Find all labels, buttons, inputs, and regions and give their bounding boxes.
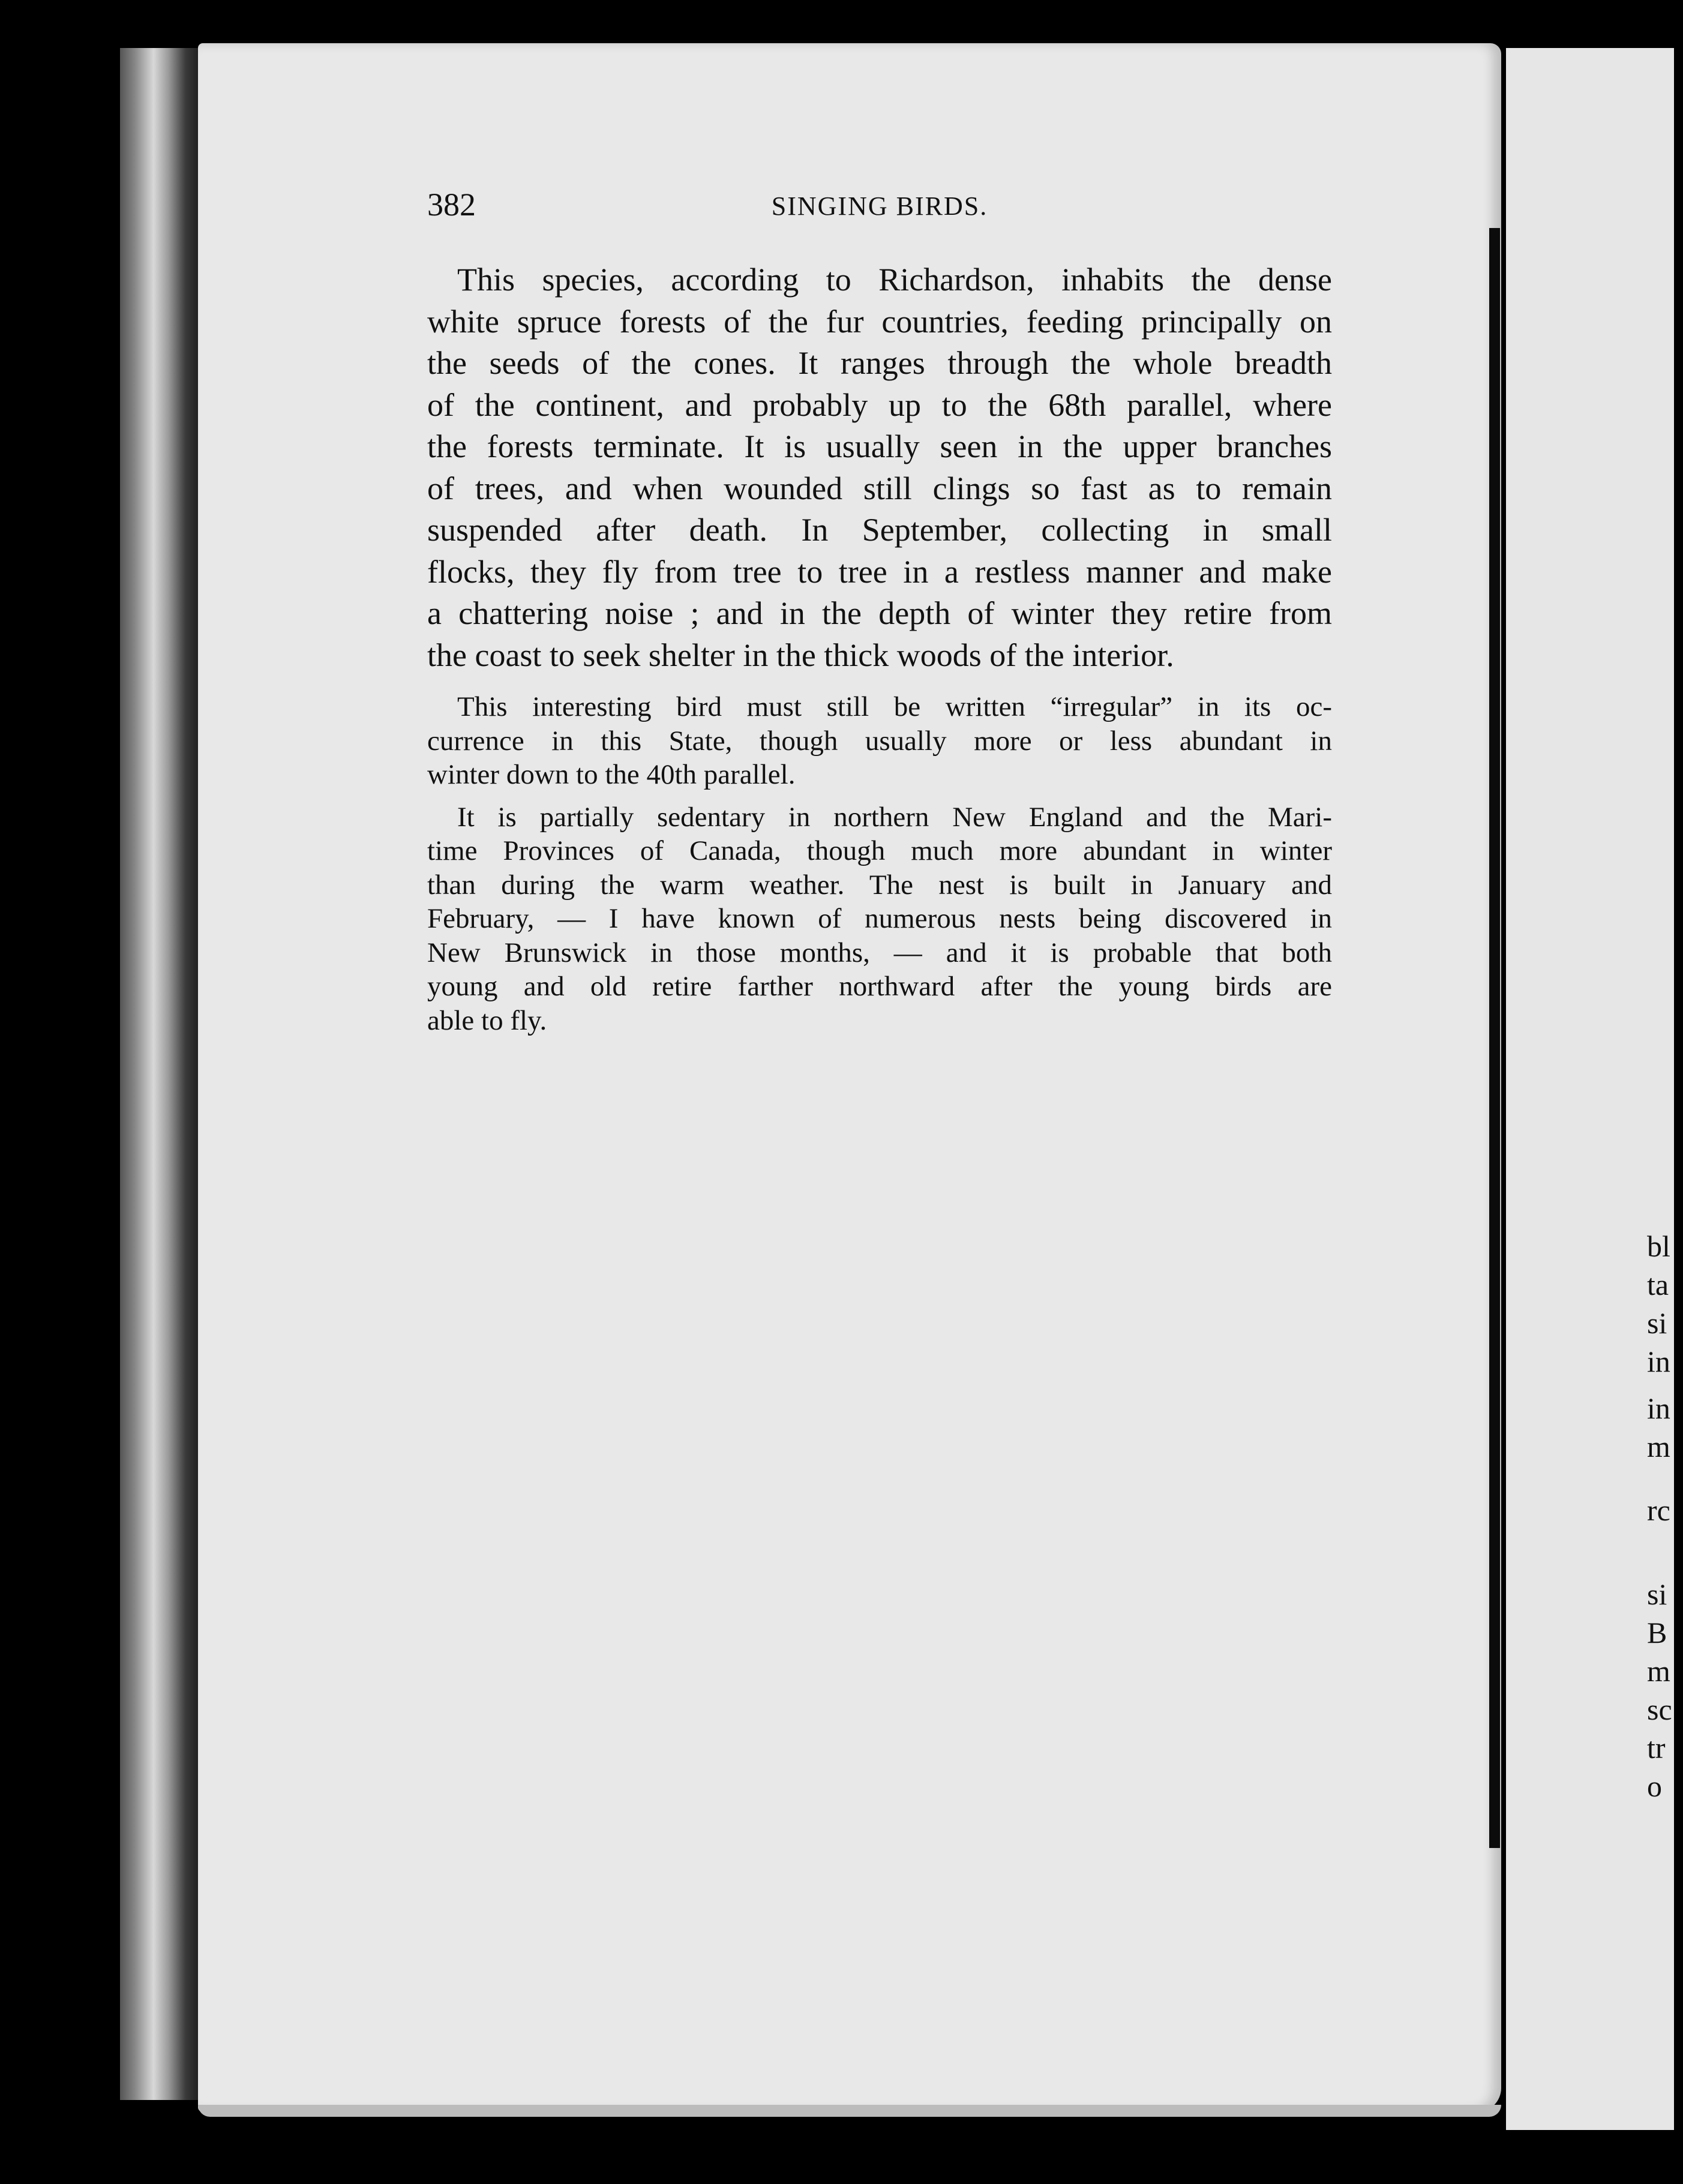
text-line: the forests terminate. It is usually seen in the upper branches [427, 428, 1332, 464]
text-line: This species, according to Richardson, inhabits the dense [457, 262, 1332, 298]
page-number: 382 [427, 187, 476, 223]
fragment-line: sc [1647, 1693, 1672, 1726]
text-line: New Brunswick in those months, — and it is probable that both [427, 937, 1332, 968]
text-line: young and old retire farther northward after the young birds are [427, 971, 1332, 1002]
fragment-line: rc [1647, 1493, 1670, 1527]
text-line: suspended after death. In September, collecting in small [427, 512, 1332, 548]
fragment-line: tr [1647, 1731, 1666, 1765]
fragment-line: si [1647, 1577, 1667, 1611]
fragment-line: bl [1647, 1229, 1670, 1263]
fragment-line: B [1647, 1616, 1667, 1649]
page-gutter-shadow [1489, 228, 1500, 1848]
running-head: SINGING BIRDS. [771, 191, 988, 221]
text-line: February, — I have known of numerous nests being discovered in [427, 903, 1332, 934]
text-line: It is partially sedentary in northern New England and the Mari- [457, 801, 1332, 833]
book-spine [120, 48, 204, 2100]
facing-page-fragment [1647, 1227, 1683, 1381]
text-line: a chattering noise ; and in the depth of winter they retire from [427, 595, 1332, 631]
text-line: time Provinces of Canada, though much more abundant in winter [427, 835, 1332, 866]
text-line: of the continent, and probably up to the 68th parallel, where [427, 386, 1332, 423]
text-line: flocks, they fly from tree to tree in a restless manner and make [427, 553, 1332, 590]
fragment-line: ta [1647, 1268, 1669, 1301]
facing-page [1506, 48, 1674, 2130]
text-line: the coast to seek shelter in the thick woods of the interior. [427, 637, 1174, 673]
page-bottom-edge [198, 2105, 1501, 2117]
facing-page-fragment [1647, 1575, 1683, 1805]
fragment-line: o [1647, 1769, 1662, 1803]
fragment-line: in [1647, 1345, 1670, 1378]
text-line: currence in this State, though usually more or less abundant in [427, 725, 1332, 757]
facing-page-fragment [1647, 1491, 1683, 1529]
fragment-line: m [1647, 1430, 1670, 1463]
fragment-line: in [1647, 1391, 1670, 1425]
facing-page-fragment [1647, 1389, 1683, 1466]
page-header [427, 186, 1332, 234]
commentary-text [427, 690, 1332, 1037]
paragraph-gap [427, 792, 1332, 800]
text-line: than during the warm weather. The nest is built in January and [427, 869, 1332, 901]
text-line: the seeds of the cones. It ranges through the whole breadth [427, 345, 1332, 381]
text-line: winter down to the 40th parallel. [427, 759, 796, 790]
fragment-line: m [1647, 1654, 1670, 1688]
text-line: This interesting bird must still be written “irregular” in its oc- [457, 691, 1332, 722]
text-line: able to fly. [427, 1004, 547, 1036]
text-line: white spruce forests of the fur countries, feeding principally on [427, 303, 1332, 340]
text-line: of trees, and when wounded still clings so fast as to remain [427, 470, 1332, 506]
fragment-line: si [1647, 1306, 1667, 1340]
quoted-paragraph [427, 259, 1332, 676]
